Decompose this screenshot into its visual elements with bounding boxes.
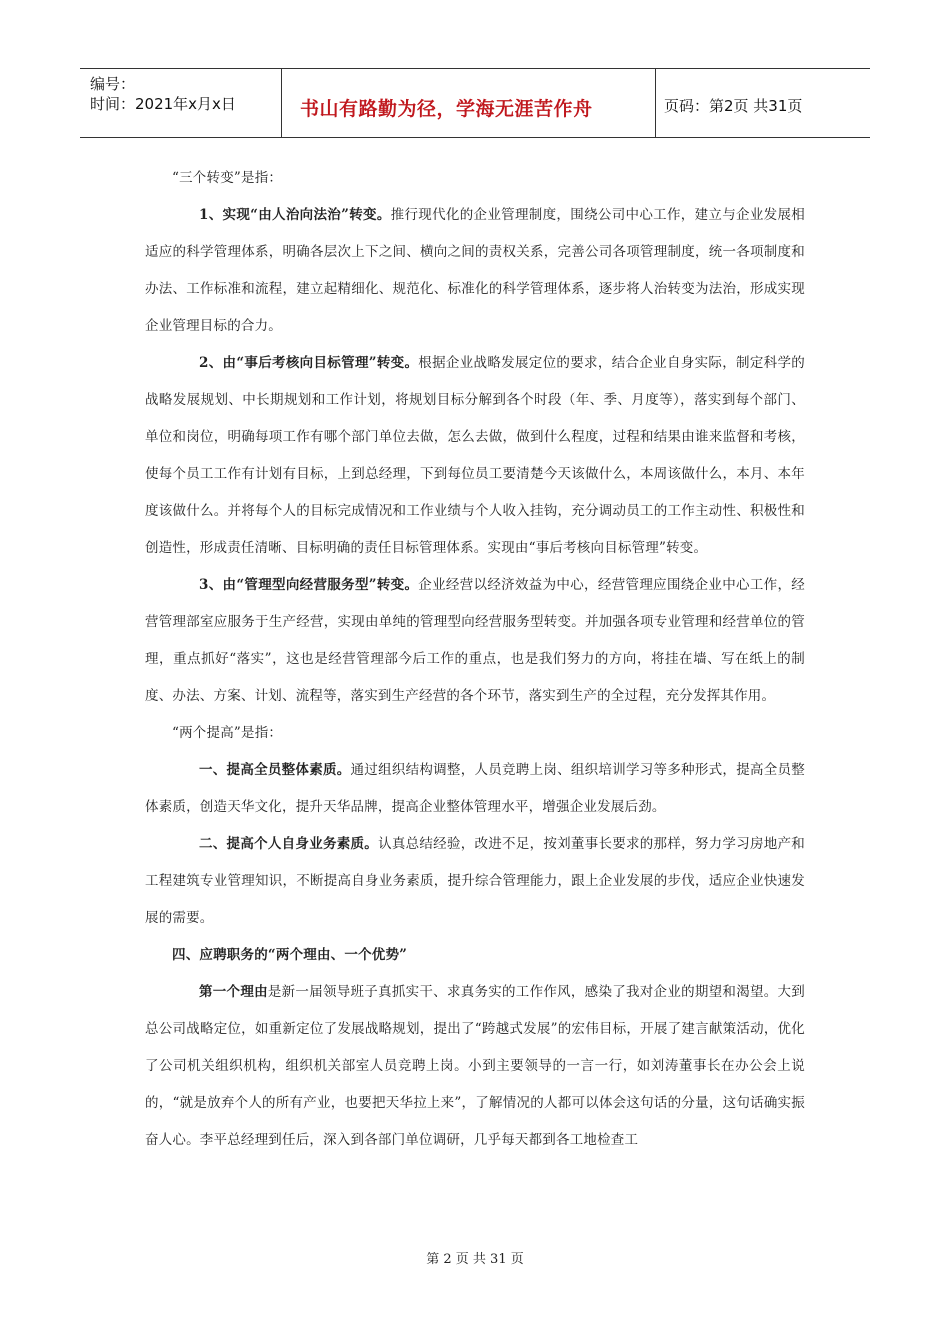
section-heading-4: 四、应聘职务的“两个理由、一个优势” <box>172 947 408 963</box>
page-info: 页码：第2页 共31页 <box>664 97 803 115</box>
page-footer: 第 2 页 共 31 页 <box>426 1252 524 1267</box>
text-transformation-3: 企业经营以经济效益为中心，经营管理应围绕企业中心工作，经营管理部室应服务于生产经营，实现由单纯的管理型向经营服务型转变。并加强各项专业管理和经营单位的管理，重点抓好“落实”，这也是经营管理部今后工作的重点，也是我们努力的方向，将挂在墙、写在纸上的制度、办法、方案、计划、流程等，落实到生产经营的各个环节，落实到生产的全过程，充分发挥其作用。 <box>145 577 805 704</box>
paragraph-first-reason <box>145 974 805 1159</box>
page-header <box>80 68 870 138</box>
heading-transformation-2: 2、由“事后考核向目标管理”转变。 <box>199 355 419 371</box>
doc-number-label: 编号： <box>90 75 136 93</box>
paragraph-improvement-1 <box>145 752 805 826</box>
document-body <box>145 160 805 1159</box>
doc-time: 时间：2021年x月x日 <box>90 95 236 113</box>
motto: 书山有路勤为径，学海无涯苦作舟 <box>300 98 593 120</box>
paragraph-improvement-2 <box>145 826 805 937</box>
header-meta-cell <box>80 69 282 137</box>
paragraph-transformation-3 <box>145 567 805 715</box>
header-page-cell <box>656 69 870 137</box>
heading-improvement-2: 二、提高个人自身业务素质。 <box>199 836 379 852</box>
paragraph-two-improvements-intro: “两个提高”是指： <box>172 725 283 741</box>
text-transformation-1: 推行现代化的企业管理制度，围绕公司中心工作，建立与企业发展相适应的科学管理体系，明确各层次上下之间、横向之间的责权关系，完善公司各项管理制度，统一各项制度和办法、工作标准和流程，建立起精细化、规范化、标准化的科学管理体系，逐步将人治转变为法治，形成实现企业管理目标的合力。 <box>145 207 805 334</box>
text-improvement-1: 通过组织结构调整，人员竞聘上岗、组织培训学习等多种形式，提高全员整体素质，创造天华文化，提升天华品牌，提高企业整体管理水平，增强企业发展后劲。 <box>145 762 805 815</box>
text-improvement-2: 认真总结经验，改进不足，按刘董事长要求的那样，努力学习房地产和工程建筑专业管理知识，不断提高自身业务素质，提升综合管理能力，跟上企业发展的步伐，适应企业快速发展的需要。 <box>145 836 806 926</box>
text-first-reason: 是新一届领导班子真抓实干、求真务实的工作作风，感染了我对企业的期望和渴望。大到总公司战略定位，如重新定位了发展战略规划，提出了“跨越式发展”的宏伟目标，开展了建言献策活动，优化了公司机关组织机构，组织机关部室人员竞聘上岗。小到主要领导的一言一行，如刘涛董事长在办公会上说的，“就是放弃个人的所有产业，也要把天华拉上来”，了解情况的人都可以体会这句话的分量，这句话确实振奋人心。李平总经理到任后，深入到各部门单位调研，几乎每天都到各工地检查工 <box>145 984 805 1148</box>
paragraph-transformation-2 <box>145 345 805 567</box>
header-motto-cell <box>282 69 656 137</box>
heading-transformation-1: 1、实现“由人治向法治”转变。 <box>199 207 391 223</box>
text-transformation-2: 根据企业战略发展定位的要求，结合企业自身实际，制定科学的战略发展规划、中长期规划和工作计划，将规划目标分解到各个时段（年、季、月度等），落实到每个部门、单位和岗位，明确每项工作有哪个部门单位去做，怎么去做，做到什么程度，过程和结果由谁来监督和考核，使每个员工工作有计划有目标，上到总经理，下到每位员工要清楚今天该做什么，本周该做什么，本月、本年度该做什么。并将每个人的目标完成情况和工作业绩与个人收入挂钩，充分调动员工的工作主动性、积极性和创造性，形成责任清晰、目标明确的责任目标管理体系。实现由“事后考核向目标管理”转变。 <box>145 355 805 556</box>
heading-transformation-3: 3、由“管理型向经营服务型”转变。 <box>199 577 419 593</box>
heading-first-reason: 第一个理由 <box>199 984 268 1000</box>
paragraph-transformation-1 <box>145 197 805 345</box>
heading-improvement-1: 一、提高全员整体素质。 <box>199 762 351 778</box>
paragraph-three-transformations-intro: “三个转变”是指： <box>172 170 283 186</box>
